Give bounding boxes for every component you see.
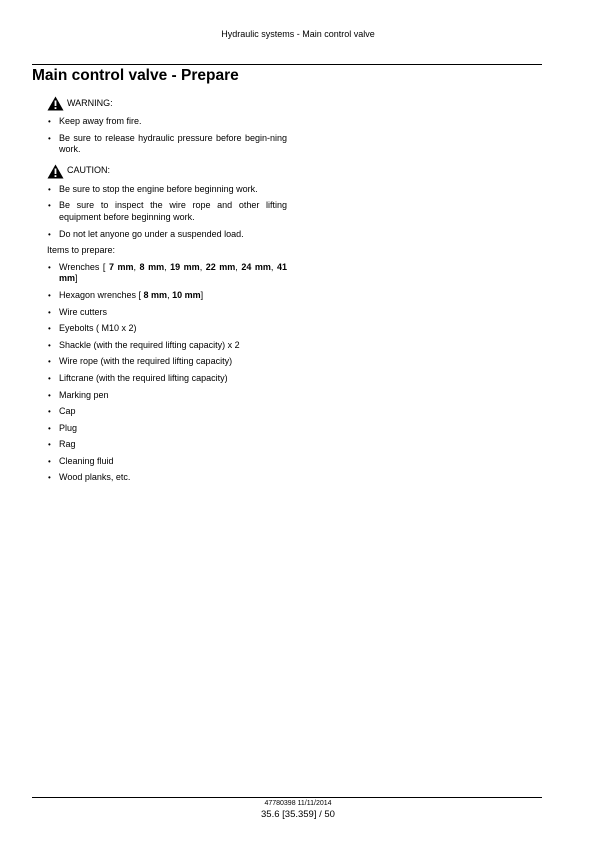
list-item: • Be sure to inspect the wire rope and other lifting equipment before beginning work. — [47, 200, 287, 223]
caution-triangle-icon — [47, 164, 64, 179]
list-item: • Marking pen — [47, 390, 287, 402]
list-item: • Eyebolts ( M10 x 2) — [47, 323, 287, 335]
items-list — [47, 262, 287, 484]
list-item: • Be sure to release hydraulic pressure before begin-ning work. — [47, 133, 287, 156]
warning-label: WARNING: — [67, 97, 113, 108]
list-item: • Wire rope (with the required lifting capacity) — [47, 356, 287, 368]
footer-doc-number: 47780398 11/11/2014 — [264, 800, 332, 807]
footer-page-number: 35.6 [35.359] / 50 — [261, 809, 335, 820]
warning-list — [47, 116, 287, 156]
list-item-wrenches: • Wrenches [ 7 mm, 8 mm, 19 mm, 22 mm, 24 mm, 41 mm] — [47, 262, 287, 285]
list-item: • Rag — [47, 439, 287, 451]
header-rule — [32, 64, 542, 65]
list-item: • Wire cutters — [47, 307, 287, 319]
list-item: • Cleaning fluid — [47, 456, 287, 468]
list-item: • Cap — [47, 406, 287, 418]
list-item: • Be sure to stop the engine before beginning work. — [47, 184, 287, 196]
caution-label: CAUTION: — [67, 165, 111, 176]
items-label: Items to prepare: — [47, 245, 116, 256]
footer-rule — [32, 797, 542, 798]
list-item-hex-wrenches: • Hexagon wrenches [ 8 mm, 10 mm] — [47, 290, 287, 302]
list-item: • Plug — [47, 423, 287, 435]
list-item: • Liftcrane (with the required lifting capacity) — [47, 373, 287, 385]
caution-notice — [47, 164, 287, 179]
warning-triangle-icon — [47, 96, 64, 111]
list-item: • Do not let anyone go under a suspended load. — [47, 229, 287, 241]
list-item: • Shackle (with the required lifting capacity) x 2 — [47, 340, 287, 352]
list-item: • Wood planks, etc. — [47, 472, 287, 484]
list-item: • Keep away from fire. — [47, 116, 287, 128]
running-header: Hydraulic systems - Main control valve — [221, 29, 375, 39]
document-body — [47, 96, 287, 484]
page-title: Main control valve - Prepare — [32, 67, 239, 84]
caution-list — [47, 184, 287, 240]
warning-notice — [47, 96, 287, 111]
